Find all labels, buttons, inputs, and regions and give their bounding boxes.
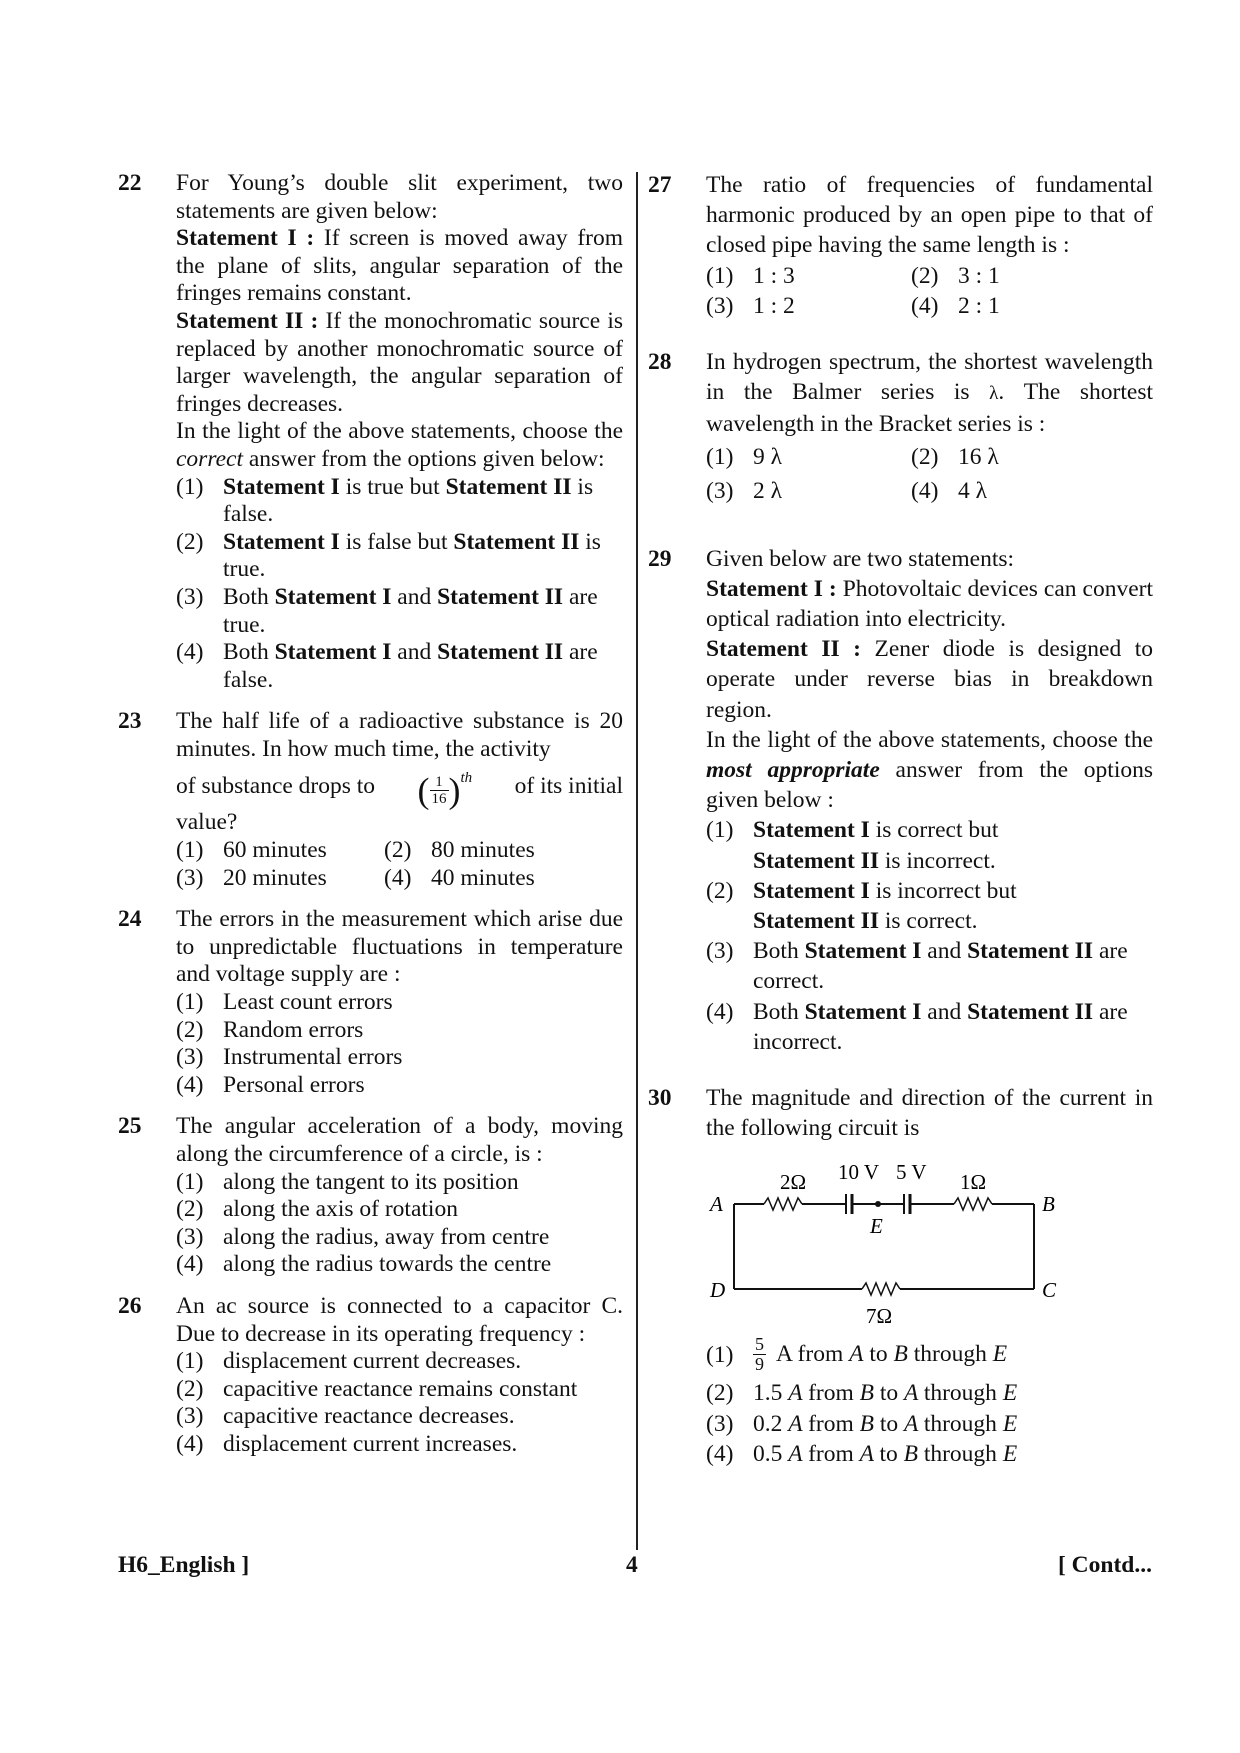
- label-E: E: [870, 1214, 883, 1239]
- option-3[interactable]: [176, 865, 384, 893]
- question-26: [118, 1293, 623, 1459]
- option-number: (4): [176, 1430, 204, 1457]
- options-list: [176, 1169, 623, 1279]
- option-text: Both Statement I and Statement II are false.: [223, 639, 598, 693]
- question-stem: The magnitude and direction of the current in the following circuit is: [706, 1085, 1153, 1142]
- option-4[interactable]: [176, 1431, 623, 1459]
- resistor-7-ohm-label: 7Ω: [866, 1304, 893, 1325]
- column-divider: [636, 172, 638, 1550]
- option-1[interactable]: [706, 815, 1153, 875]
- option-number: (1): [176, 473, 204, 500]
- option-text: Both Statement I and Statement II are true.: [223, 583, 598, 638]
- option-1[interactable]: [176, 989, 623, 1017]
- option-1[interactable]: [706, 261, 911, 291]
- option-number: (2): [911, 262, 939, 289]
- option-text: Both Statement I and Statement II are correct.: [753, 938, 1128, 995]
- question-stem-fraction-line: of substance drops to ( $\frac{1}{16}$ )$^{th}$ of its initial: [176, 769, 623, 811]
- circuit-diagram: [704, 1149, 1124, 1324]
- option-4[interactable]: [911, 291, 1111, 321]
- option-3[interactable]: [706, 936, 1153, 996]
- question-stem: The ratio of frequencies of fundamental harmonic produced by an open pipe to that of closed pipe having the same length is :: [706, 172, 1153, 259]
- option-text: 0.2 A from B to A through E: [753, 1410, 1018, 1437]
- option-1[interactable]: [706, 440, 911, 474]
- option-number: (2): [176, 528, 204, 555]
- option-number: (3): [176, 1044, 204, 1071]
- option-number: (3): [176, 864, 204, 891]
- option-text: along the radius towards the centre: [223, 1251, 552, 1278]
- option-text: 2 λ: [753, 477, 783, 504]
- option-number: (3): [706, 1410, 734, 1437]
- option-2[interactable]: [176, 1017, 623, 1045]
- option-text: 20 minutes: [223, 864, 327, 891]
- option-number: (2): [176, 1016, 204, 1043]
- question-stem-end: value?: [176, 809, 238, 836]
- option-number: (1): [176, 1348, 204, 1375]
- instruction: In the light of the above statements, choose the most appropriate answer from the options given below :: [706, 726, 1153, 814]
- option-text: Instrumental errors: [223, 1044, 403, 1071]
- footer-left: H6_English ]: [118, 1552, 250, 1578]
- question-number: 26: [118, 1292, 142, 1319]
- option-text: Personal errors: [223, 1071, 365, 1098]
- footer-right: [ Contd...: [1057, 1552, 1152, 1578]
- question-number: 25: [118, 1113, 142, 1140]
- option-text: 60 minutes: [223, 837, 327, 864]
- option-3[interactable]: [706, 1409, 1153, 1439]
- option-number: (2): [176, 1196, 204, 1223]
- option-1[interactable]: [176, 1169, 623, 1197]
- options-list: [706, 815, 1153, 1057]
- option-text: Statement I is correct but Statement II is incorrect.: [753, 817, 999, 874]
- option-3[interactable]: [706, 474, 911, 508]
- question-stem: The angular acceleration of a body, moving along the circumference of a circle, is :: [176, 1113, 623, 1167]
- option-text: along the axis of rotation: [223, 1196, 458, 1223]
- question-number: 30: [648, 1085, 672, 1112]
- label-A: A: [710, 1192, 723, 1217]
- option-4[interactable]: [176, 1072, 623, 1100]
- option-1[interactable]: (1) $\frac{5}{9}$ A from A to B through E: [706, 1333, 1008, 1374]
- statement-2: Statement II : If the monochromatic source is replaced by another monochromatic source of larger wavelength, the angular separation of fringes decreases.: [176, 307, 624, 417]
- option-text: Statement I is true but Statement II is false.: [223, 473, 594, 528]
- question-number: 28: [648, 349, 672, 376]
- option-text: Random errors: [223, 1016, 364, 1043]
- option-number: (3): [176, 1223, 204, 1250]
- option-number: (4): [911, 292, 939, 319]
- option-number: (1): [706, 817, 734, 844]
- option-4[interactable]: [911, 474, 1111, 508]
- question-number: 27: [648, 172, 672, 198]
- option-2[interactable]: [706, 876, 1153, 936]
- option-2[interactable]: [384, 837, 584, 865]
- question-25: [118, 1113, 623, 1279]
- option-text: Least count errors: [223, 989, 393, 1016]
- option-number: (2): [911, 443, 939, 470]
- instruction: In the light of the above statements, choose the correct answer from the options given below:: [176, 418, 623, 472]
- option-2[interactable]: [176, 529, 623, 584]
- option-text: 2 : 1: [958, 292, 1000, 319]
- option-3[interactable]: [176, 584, 623, 639]
- question-29: [648, 544, 1153, 1057]
- option-4[interactable]: [176, 639, 623, 694]
- options-list: [176, 989, 623, 1099]
- option-number: (4): [384, 864, 412, 891]
- option-3[interactable]: [176, 1044, 623, 1072]
- option-1[interactable]: [176, 837, 384, 865]
- statement-1: Statement I : Photovoltaic devices can convert optical radiation into electricity.: [706, 575, 1153, 633]
- option-3[interactable]: [176, 1403, 623, 1431]
- option-4[interactable]: [176, 1251, 623, 1279]
- option-4[interactable]: [706, 997, 1153, 1057]
- option-2[interactable]: [911, 440, 1111, 474]
- option-1[interactable]: [176, 474, 623, 529]
- option-3[interactable]: [176, 1224, 623, 1252]
- option-number: (3): [706, 938, 734, 965]
- question-stem: For Young’s double slit experiment, two statements are given below:: [176, 170, 623, 224]
- label-B: B: [1042, 1192, 1055, 1217]
- question-24: [118, 906, 623, 1099]
- junction-dot: [875, 1201, 881, 1207]
- option-2[interactable]: [706, 1378, 1153, 1408]
- option-4[interactable]: [706, 1439, 1153, 1469]
- option-text: capacitive reactance remains constant: [223, 1375, 578, 1402]
- question-number: 24: [118, 906, 142, 933]
- option-text: 1 : 2: [753, 292, 795, 319]
- option-number: (4): [176, 1251, 204, 1278]
- fraction: $\frac{5}{9}$: [755, 1333, 764, 1374]
- question-number: 23: [118, 708, 142, 735]
- option-text: along the tangent to its position: [223, 1168, 519, 1195]
- page-number: 4: [626, 1552, 638, 1578]
- option-text: 1.5 A from B to A through E: [753, 1380, 1018, 1407]
- option-number: (3): [176, 583, 204, 610]
- question-number: 22: [118, 170, 142, 196]
- question-27: [648, 170, 1153, 321]
- option-text: 16 λ: [958, 443, 999, 470]
- option-text: displacement current increases.: [223, 1430, 518, 1457]
- option-number: (2): [384, 837, 412, 864]
- option-text: displacement current decreases.: [223, 1348, 522, 1375]
- options-list: [706, 261, 1153, 321]
- option-number: (3): [706, 292, 734, 319]
- options-list: [706, 440, 1153, 508]
- option-number: (2): [176, 1375, 204, 1402]
- battery-5v-label: 5 V: [896, 1160, 927, 1185]
- option-text: 0.5 A from A to B through E: [753, 1440, 1018, 1467]
- option-number: (4): [706, 998, 734, 1025]
- option-text: capacitive reactance decreases.: [223, 1403, 515, 1430]
- option-number: (2): [706, 1380, 734, 1407]
- option-text: Both Statement I and Statement II are incorrect.: [753, 998, 1128, 1055]
- question-23: [118, 708, 623, 892]
- question-stem: The half life of a radioactive substance is 20 minutes. In how much time, the activity: [176, 708, 623, 762]
- option-number: (2): [706, 877, 734, 904]
- label-D: D: [710, 1278, 726, 1303]
- question-stem: In hydrogen spectrum, the shortest wavelength in the Balmer series is λ. The shortest wavelength in the Bracket series is :: [706, 349, 1153, 438]
- options-list: [706, 1378, 1153, 1469]
- statement-1: Statement I : If screen is moved away from the plane of slits, angular separation of the fringes remains constant.: [176, 225, 624, 307]
- right-column: [648, 170, 1153, 1483]
- resistor-2-ohm-label: 2Ω: [780, 1170, 807, 1195]
- option-number: (1): [176, 1168, 204, 1195]
- option-number: (1): [706, 262, 734, 289]
- option-number: (1): [706, 443, 734, 470]
- option-text: Statement I is false but Statement II is true.: [223, 528, 601, 583]
- option-2[interactable]: [176, 1376, 623, 1404]
- option-4[interactable]: [384, 865, 584, 893]
- statement-2: Statement II : Zener diode is designed to operate under reverse bias in breakdown region.: [706, 636, 1153, 723]
- option-number: (3): [176, 1403, 204, 1430]
- question-22: [118, 170, 623, 694]
- question-stem: The errors in the measurement which arise due to unpredictable fluctuations in temperature and voltage supply are :: [176, 906, 623, 988]
- option-2[interactable]: [911, 261, 1111, 291]
- option-text: 9 λ: [753, 443, 783, 470]
- option-number: (1): [176, 989, 204, 1016]
- option-3[interactable]: [706, 291, 911, 321]
- question-28: [648, 347, 1153, 508]
- question-stem: An ac source is connected to a capacitor C. Due to decrease in its operating frequency :: [176, 1292, 623, 1347]
- options-list: [176, 837, 623, 892]
- label-C: C: [1042, 1278, 1057, 1303]
- question-30: [648, 1083, 1153, 1469]
- option-text: 40 minutes: [431, 864, 535, 891]
- left-column: [118, 170, 623, 1473]
- option-number: (4): [911, 477, 939, 504]
- option-number: (1): [176, 837, 204, 864]
- options-list: [176, 1348, 623, 1458]
- option-text: along the radius, away from centre: [223, 1223, 550, 1250]
- options-list: [176, 474, 623, 695]
- option-2[interactable]: [176, 1196, 623, 1224]
- question-stem: Given below are two statements:: [706, 545, 1015, 572]
- battery-10v-label: 10 V: [838, 1160, 880, 1185]
- fraction: $\frac{1}{16}$: [431, 773, 447, 807]
- option-number: (4): [176, 639, 204, 666]
- option-text: 3 : 1: [958, 262, 1000, 289]
- option-1[interactable]: [176, 1348, 623, 1376]
- option-text: Statement I is incorrect but Statement II is correct.: [753, 877, 1017, 935]
- option-number: (4): [706, 1440, 734, 1467]
- option-text: 80 minutes: [431, 837, 535, 864]
- question-number: 29: [648, 545, 672, 572]
- option-text: 4 λ: [958, 477, 988, 504]
- resistor-1-ohm-label: 1Ω: [960, 1170, 987, 1195]
- option-number: (4): [176, 1071, 204, 1098]
- option-text: 1 : 3: [753, 262, 795, 289]
- option-number: (3): [706, 477, 734, 504]
